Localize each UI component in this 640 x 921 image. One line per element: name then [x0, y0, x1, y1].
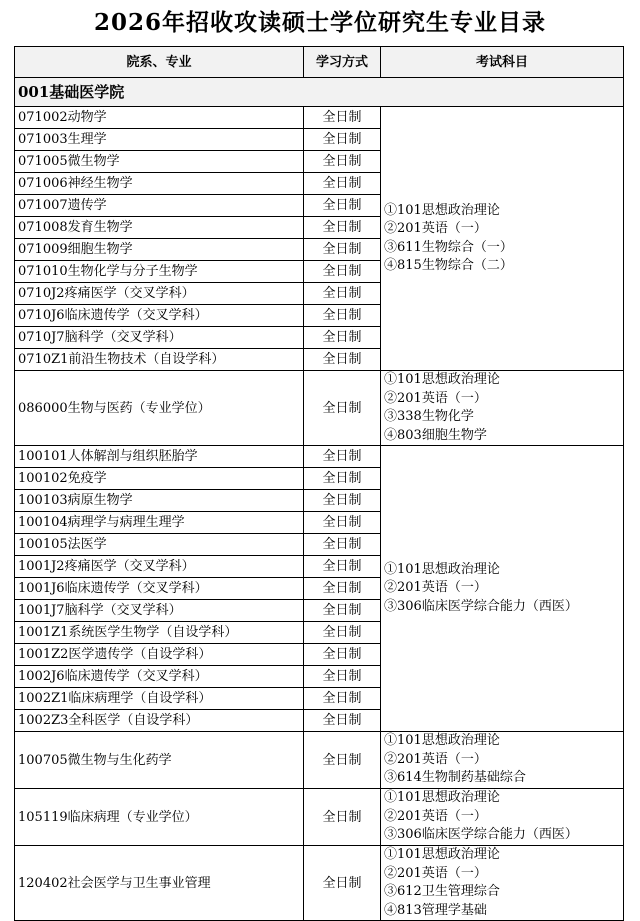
exam-subject: ③611生物综合（一） [384, 239, 513, 255]
study-mode-cell: 全日制 [304, 490, 381, 512]
study-mode-cell: 全日制 [304, 349, 381, 371]
exam-subjects-cell [381, 846, 624, 921]
major-cell: 100705微生物与生化药学 [15, 732, 304, 789]
table-row [15, 732, 624, 789]
major-cell: 0710J6临床遗传学（交叉学科） [15, 305, 304, 327]
major-cell: 1001Z1系统医学生物学（自设学科） [15, 622, 304, 644]
study-mode-cell: 全日制 [304, 261, 381, 283]
major-cell: 071009细胞生物学 [15, 239, 304, 261]
exam-subject: ①101思想政治理论 [384, 733, 500, 749]
exam-subjects-cell [381, 446, 624, 732]
study-mode-cell: 全日制 [304, 644, 381, 666]
study-mode-cell: 全日制 [304, 239, 381, 261]
study-mode-cell: 全日制 [304, 327, 381, 349]
table-header-row [15, 47, 624, 78]
study-mode-cell: 全日制 [304, 710, 381, 732]
header-mode: 学习方式 [304, 47, 381, 78]
study-mode-cell: 全日制 [304, 468, 381, 490]
major-cell: 0710J7脑科学（交叉学科） [15, 327, 304, 349]
major-cell: 0710J2疼痛医学（交叉学科） [15, 283, 304, 305]
study-mode-cell: 全日制 [304, 446, 381, 468]
table-row [15, 789, 624, 846]
exam-subject: ②201英语（一） [384, 390, 487, 406]
exam-subject: ②201英语（一） [384, 751, 487, 767]
major-cell: 105119临床病理（专业学位） [15, 789, 304, 846]
exam-subject: ①101思想政治理论 [384, 372, 500, 387]
exam-subject: ③612卫生管理综合 [384, 884, 500, 899]
major-cell: 120402社会医学与卫生事业管理 [15, 846, 304, 921]
header-subjects: 考试科目 [381, 47, 624, 78]
department-name: 001基础医学院 [15, 78, 624, 107]
major-cell: 1001J2疼痛医学（交叉学科） [15, 556, 304, 578]
study-mode-cell: 全日制 [304, 600, 381, 622]
study-mode-cell: 全日制 [304, 371, 381, 446]
major-cell: 100102免疫学 [15, 468, 304, 490]
table-row [15, 846, 624, 921]
study-mode-cell: 全日制 [304, 688, 381, 710]
exam-subject: ③338生物化学 [384, 409, 474, 424]
major-cell: 1001J7脑科学（交叉学科） [15, 600, 304, 622]
department-row [15, 78, 624, 107]
major-cell: 0710Z1前沿生物技术（自设学科） [15, 349, 304, 371]
header-major: 院系、专业 [15, 47, 304, 78]
exam-subject: ①101思想政治理论 [384, 847, 500, 862]
study-mode-cell: 全日制 [304, 283, 381, 305]
exam-subject: ①101思想政治理论 [384, 202, 500, 218]
major-cell: 071003生理学 [15, 129, 304, 151]
exam-subject: ③306临床医学综合能力（西医） [384, 827, 578, 843]
exam-subject: ④803细胞生物学 [384, 427, 487, 443]
exam-subjects-cell [381, 789, 624, 846]
major-cell: 071008发育生物学 [15, 217, 304, 239]
study-mode-cell: 全日制 [304, 195, 381, 217]
exam-subject: ②201英语（一） [384, 865, 487, 881]
major-cell: 1001J6临床遗传学（交叉学科） [15, 578, 304, 600]
study-mode-cell: 全日制 [304, 305, 381, 327]
study-mode-cell: 全日制 [304, 173, 381, 195]
major-cell: 071010生物化学与分子生物学 [15, 261, 304, 283]
study-mode-cell: 全日制 [304, 512, 381, 534]
major-cell: 1001Z2医学遗传学（自设学科） [15, 644, 304, 666]
study-mode-cell: 全日制 [304, 789, 381, 846]
major-cell: 100104病理学与病理生理学 [15, 512, 304, 534]
study-mode-cell: 全日制 [304, 129, 381, 151]
study-mode-cell: 全日制 [304, 578, 381, 600]
exam-subject: ③306临床医学综合能力（西医） [384, 598, 578, 614]
exam-subject: ④813管理学基础 [384, 902, 487, 918]
major-catalog-table [14, 46, 624, 921]
major-cell: 071005微生物学 [15, 151, 304, 173]
exam-subject: ①101思想政治理论 [384, 561, 500, 577]
major-cell: 086000生物与医药（专业学位） [15, 371, 304, 446]
page-title: 2026年招收攻读硕士学位研究生专业目录 [93, 9, 546, 36]
major-cell: 100105法医学 [15, 534, 304, 556]
exam-subject: ②201英语（一） [384, 808, 487, 824]
exam-subject: ②201英语（一） [384, 580, 487, 596]
major-cell: 1002Z3全科医学（自设学科） [15, 710, 304, 732]
major-cell: 071006神经生物学 [15, 173, 304, 195]
exam-subject: ③614生物制药基础综合 [384, 770, 526, 786]
study-mode-cell: 全日制 [304, 622, 381, 644]
study-mode-cell: 全日制 [304, 217, 381, 239]
table-row [15, 107, 624, 129]
study-mode-cell: 全日制 [304, 666, 381, 688]
major-cell: 100101人体解剖与组织胚胎学 [15, 446, 304, 468]
exam-subjects-cell [381, 371, 624, 446]
major-cell: 071007遗传学 [15, 195, 304, 217]
exam-subject: ②201英语（一） [384, 221, 487, 236]
study-mode-cell: 全日制 [304, 534, 381, 556]
major-cell: 100103病原生物学 [15, 490, 304, 512]
study-mode-cell: 全日制 [304, 732, 381, 789]
study-mode-cell: 全日制 [304, 107, 381, 129]
table-row [15, 446, 624, 468]
major-cell: 1002Z1临床病理学（自设学科） [15, 688, 304, 710]
study-mode-cell: 全日制 [304, 151, 381, 173]
study-mode-cell: 全日制 [304, 846, 381, 921]
table-row [15, 371, 624, 446]
study-mode-cell: 全日制 [304, 556, 381, 578]
major-cell: 1002J6临床遗传学（交叉学科） [15, 666, 304, 688]
exam-subject: ①101思想政治理论 [384, 790, 500, 806]
exam-subjects-cell [381, 732, 624, 789]
exam-subject: ④815生物综合（二） [384, 258, 513, 273]
major-cell: 071002动物学 [15, 107, 304, 129]
exam-subjects-cell [381, 107, 624, 371]
